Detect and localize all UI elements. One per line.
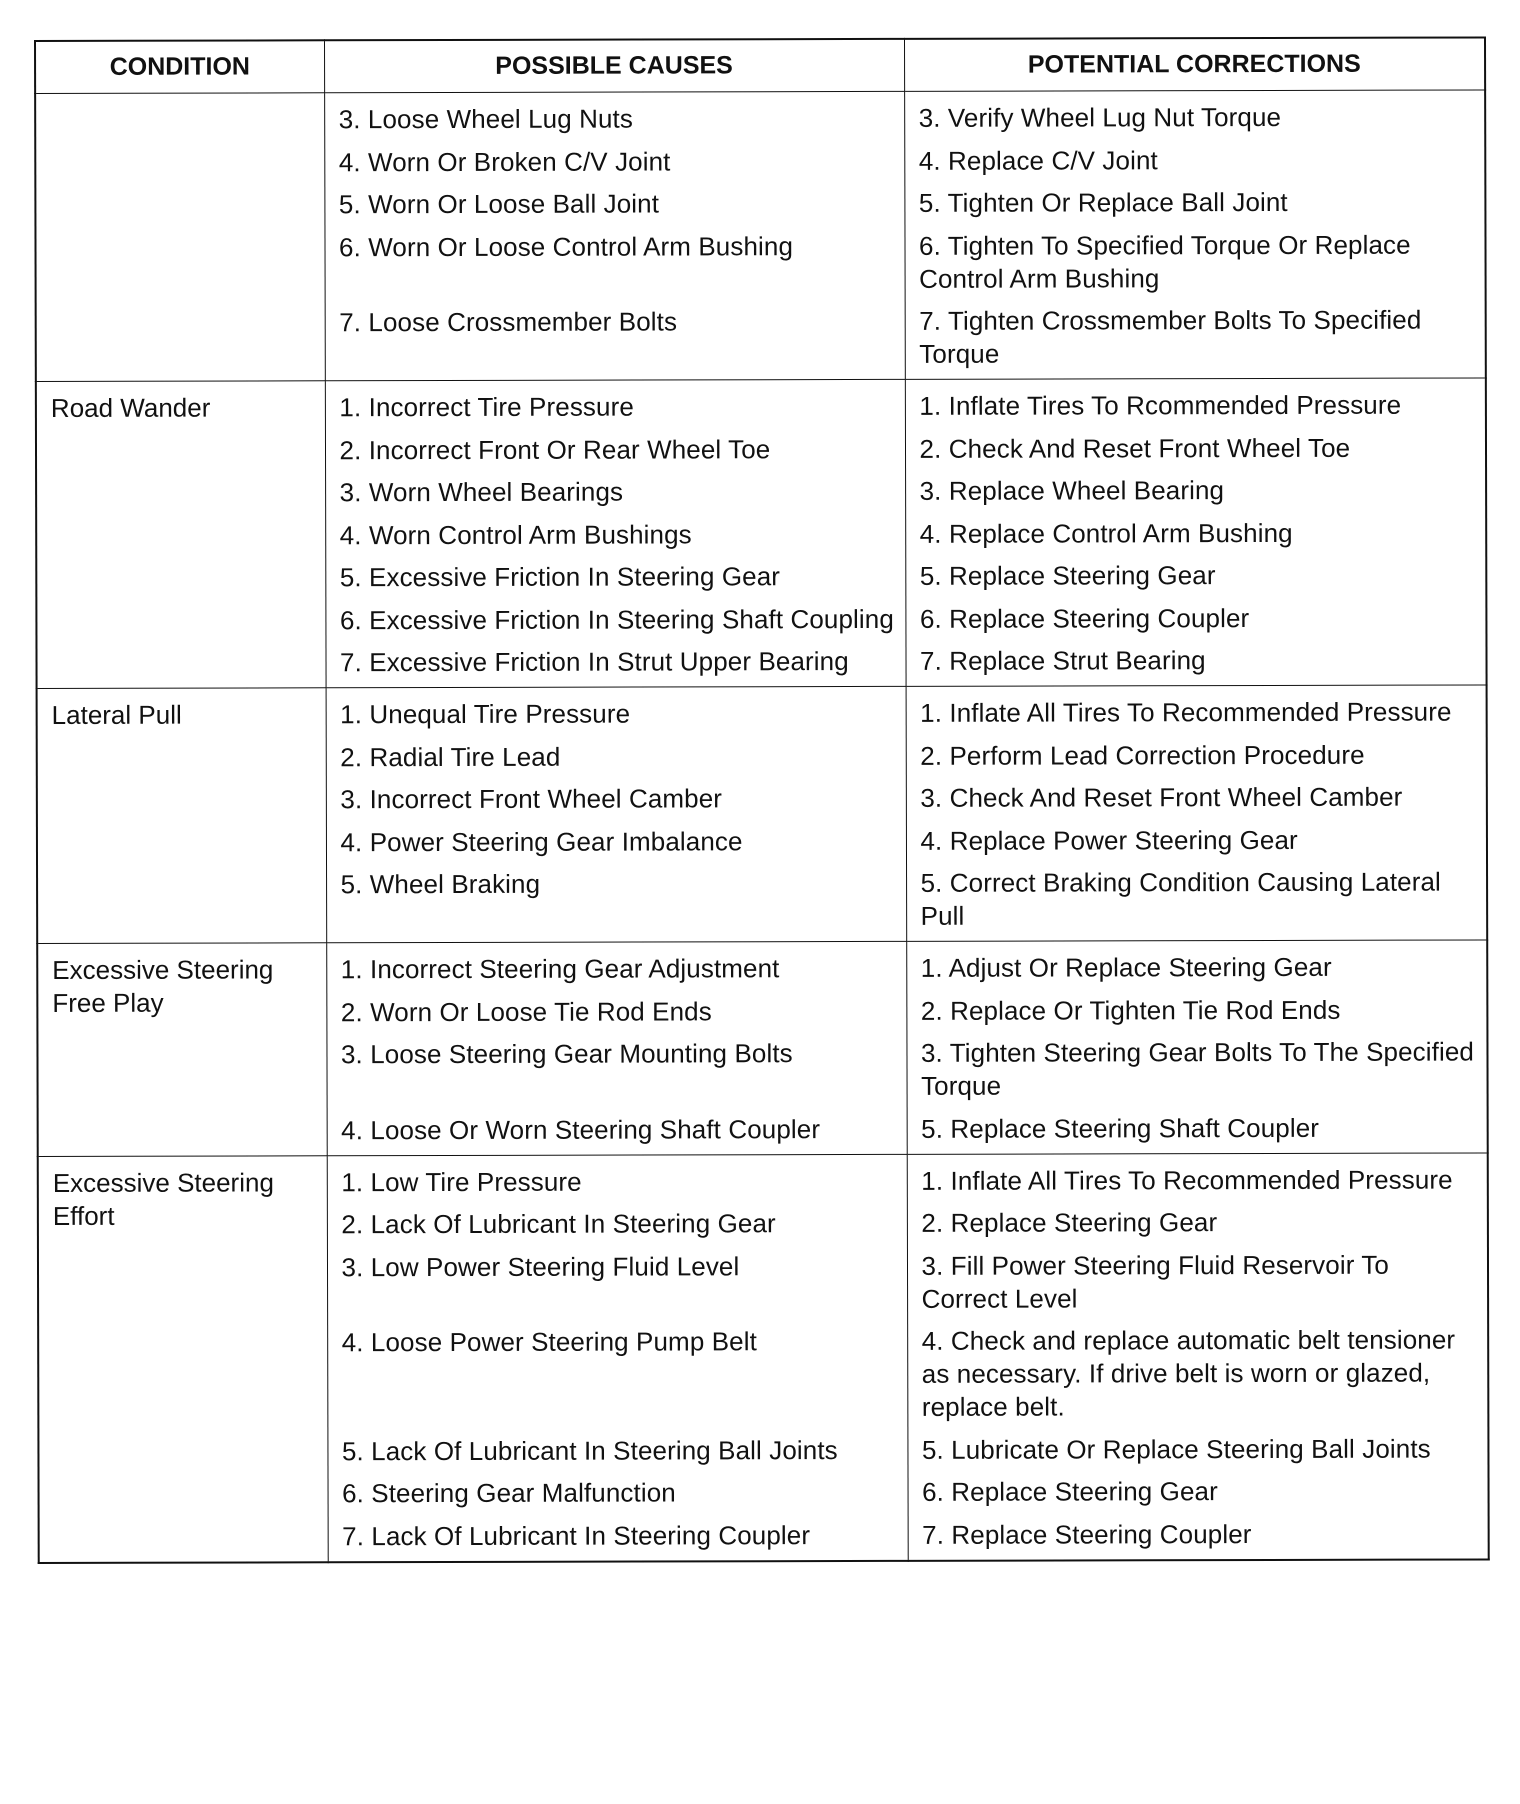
correction-item: 5. Tighten Or Replace Ball Joint <box>918 186 1288 218</box>
cause-item: 7. Lack Of Lubricant In Steering Coupler <box>342 1519 811 1551</box>
condition-cell: Excessive Steering Free Play <box>37 943 327 1156</box>
correction-item: 4. Replace Power Steering Gear <box>920 824 1298 856</box>
cause-item: 4. Loose Power Steering Pump Belt <box>341 1326 757 1358</box>
correction-item: 2. Replace Or Tighten Tie Rod Ends <box>920 994 1341 1026</box>
cause-item: 7. Loose Crossmember Bolts <box>339 306 678 338</box>
cause-item: 6. Worn Or Loose Control Arm Bushing <box>338 230 794 262</box>
condition-group-row <box>37 685 1488 944</box>
correction-item: 5. Lubricate Or Replace Steering Ball Joints <box>921 1433 1431 1465</box>
cause-item: 2. Lack Of Lubricant In Steering Gear <box>341 1208 776 1240</box>
header-condition: CONDITION <box>35 40 324 93</box>
correction-item: 7. Replace Strut Bearing <box>919 645 1206 676</box>
correction-item: 1. Adjust Or Replace Steering Gear <box>920 951 1332 983</box>
possible-causes-cell <box>325 379 906 687</box>
diagnosis-sheet <box>34 40 1482 1564</box>
correction-item: 4. Replace Control Arm Bushing <box>919 517 1293 549</box>
cause-item: 1. Unequal Tire Pressure <box>340 698 631 730</box>
condition-cell: Road Wander <box>36 381 326 689</box>
correction-item: 6. Replace Steering Coupler <box>919 602 1250 634</box>
cause-item: 2. Worn Or Loose Tie Rod Ends <box>340 995 712 1027</box>
cause-item: 1. Incorrect Steering Gear Adjustment <box>340 953 780 985</box>
cause-item: 2. Incorrect Front Or Rear Wheel Toe <box>339 433 771 465</box>
potential-corrections-cell <box>904 90 1486 379</box>
possible-causes-cell <box>326 686 907 942</box>
condition-group-row <box>35 90 1486 382</box>
potential-corrections-cell <box>906 685 1488 941</box>
cause-item: 3. Incorrect Front Wheel Camber <box>340 783 723 815</box>
correction-item: 7. Tighten Crossmember Bolts To Specified Torque <box>919 304 1422 369</box>
condition-cell: Excessive Steering Effort <box>38 1155 328 1562</box>
cause-item: 5. Worn Or Loose Ball Joint <box>338 188 660 220</box>
correction-item: 3. Check And Reset Front Wheel Camber <box>920 781 1403 813</box>
correction-item: 1. Inflate All Tires To Recommended Pressure <box>920 696 1452 728</box>
cause-item: 4. Loose Or Worn Steering Shaft Coupler <box>341 1113 821 1145</box>
table-body <box>35 90 1489 1563</box>
cause-item: 3. Loose Wheel Lug Nuts <box>338 103 633 135</box>
condition-cell <box>35 93 325 382</box>
cause-item: 4. Worn Control Arm Bushings <box>339 518 692 550</box>
cause-item: 6. Excessive Friction In Steering Shaft Coupling <box>339 603 894 635</box>
possible-causes-cell <box>327 1154 908 1562</box>
diagnosis-table <box>34 36 1490 1563</box>
correction-item: 6. Tighten To Specified Torque Or Replace Control Arm Bushing <box>918 229 1411 294</box>
correction-item: 7. Replace Steering Coupler <box>922 1518 1252 1550</box>
correction-item: 1. Inflate All Tires To Recommended Pressure <box>921 1164 1453 1196</box>
cause-item: 5. Excessive Friction In Steering Gear <box>339 561 781 593</box>
correction-item: 2. Replace Steering Gear <box>921 1207 1218 1238</box>
correction-item: 3. Verify Wheel Lug Nut Torque <box>918 101 1282 133</box>
cause-item: 4. Worn Or Broken C/V Joint <box>338 145 671 177</box>
cause-item: 3. Worn Wheel Bearings <box>339 476 624 508</box>
potential-corrections-cell <box>906 940 1488 1154</box>
cause-item: 4. Power Steering Gear Imbalance <box>340 825 743 857</box>
condition-group-row <box>37 940 1488 1156</box>
correction-item: 4. Check and replace automatic belt tensioner as necessary. If drive belt is worn or glazed, replace belt. <box>921 1324 1456 1422</box>
cause-item: 7. Excessive Friction In Strut Upper Bearing <box>339 646 849 678</box>
potential-corrections-cell <box>907 1152 1489 1560</box>
potential-corrections-cell <box>905 378 1487 686</box>
correction-item: 5. Replace Steering Shaft Coupler <box>921 1112 1320 1144</box>
correction-item: 1. Inflate Tires To Rcommended Pressure <box>919 389 1402 421</box>
correction-item: 5. Correct Braking Condition Causing Lateral Pull <box>920 866 1441 931</box>
correction-item: 2. Check And Reset Front Wheel Toe <box>919 432 1351 464</box>
correction-item: 4. Replace C/V Joint <box>918 144 1158 176</box>
condition-group-row <box>38 1152 1489 1562</box>
correction-item: 3. Fill Power Steering Fluid Reservoir To Correct Level <box>921 1249 1390 1314</box>
cause-item: 2. Radial Tire Lead <box>340 741 561 772</box>
possible-causes-cell <box>324 91 905 380</box>
condition-group-row <box>36 378 1487 689</box>
condition-cell: Lateral Pull <box>37 688 327 944</box>
cause-item: 3. Low Power Steering Fluid Level <box>341 1250 740 1282</box>
cause-item: 1. Low Tire Pressure <box>341 1166 582 1197</box>
correction-item: 3. Tighten Steering Gear Bolts To The Specified Torque <box>920 1036 1474 1101</box>
header-potential-corrections: POTENTIAL CORRECTIONS <box>904 37 1485 91</box>
cause-item: 3. Loose Steering Gear Mounting Bolts <box>340 1038 793 1070</box>
cause-item: 5. Wheel Braking <box>340 868 541 900</box>
correction-item: 2. Perform Lead Correction Procedure <box>920 739 1365 771</box>
cause-item: 1. Incorrect Tire Pressure <box>339 391 634 423</box>
cause-item: 6. Steering Gear Malfunction <box>342 1477 676 1509</box>
header-possible-causes: POSSIBLE CAUSES <box>324 39 904 93</box>
correction-item: 6. Replace Steering Gear <box>922 1476 1218 1507</box>
header-row <box>35 37 1485 93</box>
cause-item: 5. Lack Of Lubricant In Steering Ball Joints <box>341 1434 838 1466</box>
possible-causes-cell <box>326 941 907 1155</box>
correction-item: 3. Replace Wheel Bearing <box>919 475 1225 506</box>
correction-item: 5. Replace Steering Gear <box>919 560 1216 591</box>
